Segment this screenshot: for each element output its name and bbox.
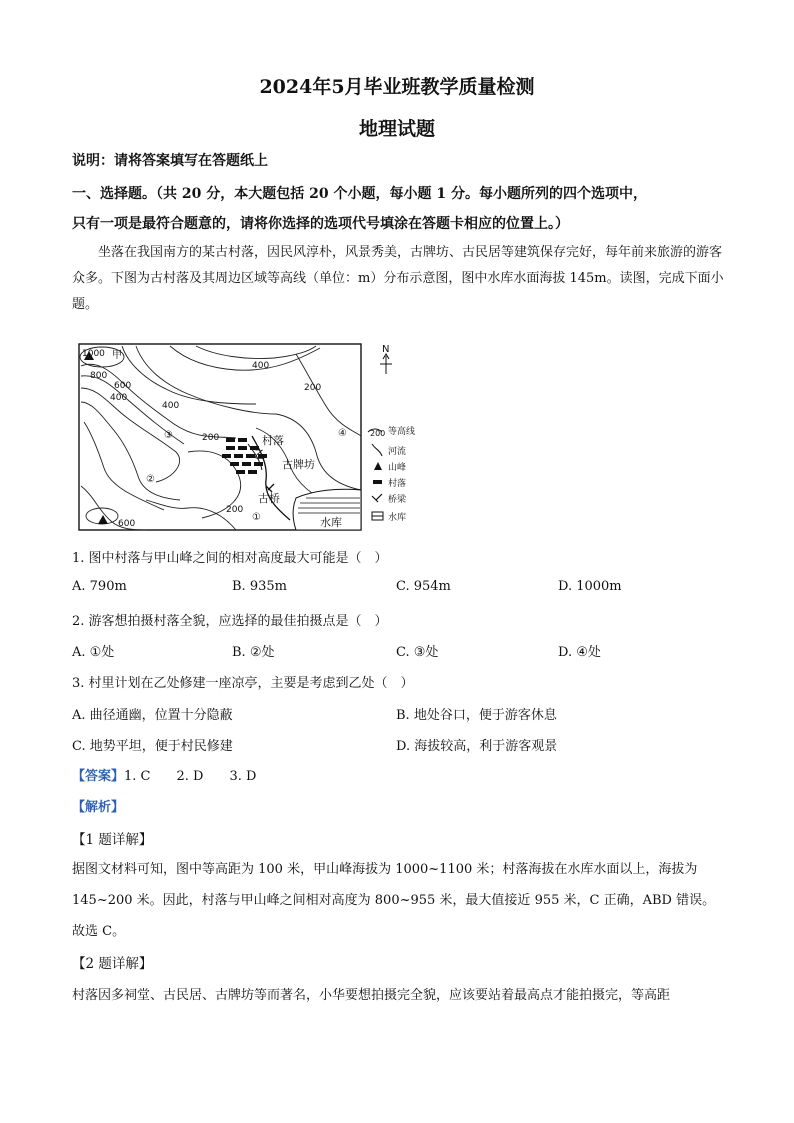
contour-label: 800 [90,371,108,381]
question-1-option-a: A. 790m [72,579,127,594]
q2-analysis-line1: 村落因多祠堂、古民居、古牌坊等而著名，小华要想拍摄完全貌，应该要站着最高点才能拍摄完，等高距 [72,988,671,1003]
contour-label: 200 [226,505,244,515]
legend-label: 桥梁 [388,495,407,505]
gate-label: 古牌坊 [282,458,315,471]
legend-sample: 200 [370,429,386,438]
reservoir-label: 水库 [320,516,342,529]
page-subtitle: 地理试题 [358,118,435,140]
q2-analysis-head: 【2 题详解】 [72,956,153,972]
legend-label: 水库 [388,513,407,523]
q1-analysis-line2: 145~200 米。因此，村落与甲山峰之间相对高度为 800~955 米，最大值接近 955 米，C 正确，ABD 错误。 [72,893,716,908]
reading-passage: 坐落在我国南方的某古村落，因民风淳朴，风景秀美，古牌坊、古民居等建筑保存完好，每年前来旅游的游客众多。下图为古村落及其周边区域等高线（单位：m）分布示意图，图中水库水面海拔 145m。读图，完成下面小题。 [72,245,724,312]
question-1-stem: 1. 图中村落与甲山峰之间的相对高度最大可能是（ ） [72,551,388,566]
question-3-option-c: C. 地势平坦，便于村民修建 [72,739,233,754]
contour-label: 400 [252,361,270,371]
legend-label: 山峰 [388,463,407,473]
question-3-option-a: A. 曲径通幽，位置十分隐蔽 [72,708,233,723]
contour-label: 400 [110,393,128,403]
q1-analysis-head: 【1 题详解】 [72,832,153,848]
contour-label: 1000 [82,349,105,359]
map-legend [368,425,415,523]
section-heading-line1: 一、选择题。（共 20 分，本大题包括 20 个小题，每小题 1 分。每小题所列的四个选项中， [72,186,647,202]
answer-tag: 【答案】 [72,769,125,784]
question-2-option-b: B. ②处 [232,645,275,660]
contour-label: 600 [114,381,132,391]
contour-label: 200 [304,383,322,393]
instruction-note: 说明：请将答案填写在答题纸上 [72,153,268,169]
question-1-option-d: D. 1000m [558,579,622,594]
question-2-option-c: C. ③处 [396,645,439,660]
page-title: 2024年5月毕业班教学质量检测 [259,76,535,98]
contour-label: 400 [162,401,180,411]
question-2-option-a: A. ①处 [72,645,115,660]
north-label: N [382,344,390,355]
village-label: 村落 [262,434,284,447]
point-label: ④ [338,428,347,439]
point-label: ② [146,474,155,485]
yi-label: 乙 [254,448,265,461]
analysis-tag: 【解析】 [72,800,125,815]
contour-label: 600 [118,519,136,529]
answer-line [72,765,256,784]
point-label: ① [252,512,261,523]
answer-values: 1. C 2. D 3. D [124,769,257,784]
contour-label: 200 [202,433,220,443]
question-2-stem: 2. 游客想拍摄村落全貌，应选择的最佳拍摄点是（ ） [72,614,388,629]
legend-label: 等高线 [388,427,416,437]
jia-label: 甲 [112,350,122,361]
question-2-option-d: D. ④处 [558,645,601,660]
q1-analysis-line3: 故选 C。 [72,924,126,939]
question-3-option-d: D. 海拔较高，利于游客观景 [396,739,558,754]
question-3-stem: 3. 村里计划在乙处修建一座凉亭，主要是考虑到乙处（ ） [72,676,414,691]
legend-label: 河流 [388,447,407,457]
contour-map [76,340,416,536]
question-1-option-c: C. 954m [396,579,451,594]
question-1-option-b: B. 935m [232,579,287,594]
bridge-label: 古桥 [258,492,280,505]
q1-analysis-line1: 据图文材料可知，图中等高距为 100 米，甲山峰海拔为 1000~1100 米；村落海拔在水库水面以上，海拔为 [72,862,698,877]
question-3-option-b: B. 地处谷口，便于游客休息 [396,708,557,723]
legend-label: 村落 [388,479,407,489]
point-label: ③ [164,430,173,441]
section-heading-line2: 只有一项是最符合题意的，请将你选择的选项代号填涂在答题卡相应的位置上。） [72,216,569,232]
north-arrow-icon [380,354,392,374]
